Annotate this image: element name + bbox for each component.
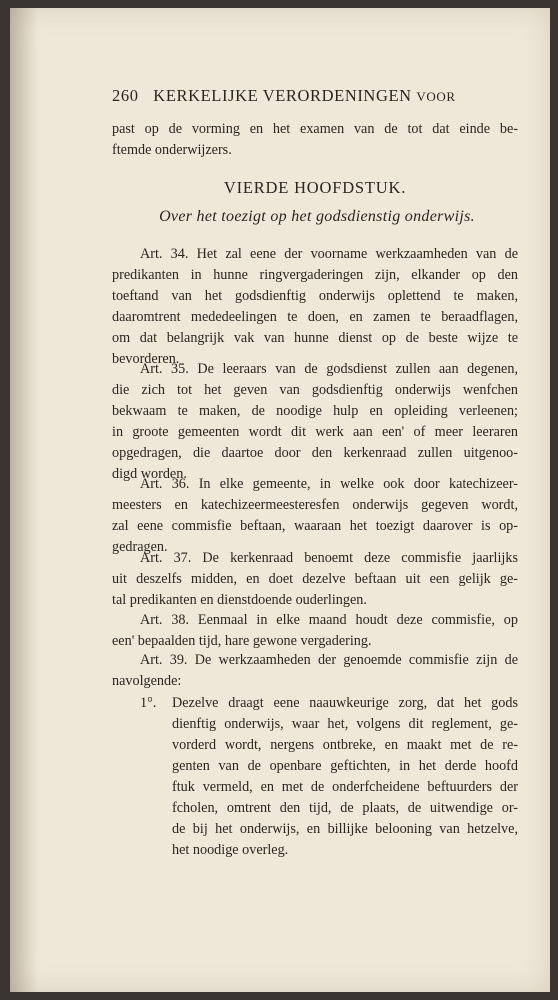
text-line: dienftig onderwijs, waar het, volgens dit reglement, ge- (172, 716, 518, 732)
text-line: Art. 36. In elke gemeente, in welke ook door katechizeer- (140, 476, 518, 492)
text-line: ftuk vermeld, en met de onderfcheidene beftuurders der (172, 779, 518, 795)
text-line: Art. 34. Het zal eene der voorname werkzaamheden van de (140, 246, 518, 262)
article-35 (112, 359, 518, 485)
article-34 (112, 244, 518, 370)
text-line: bekwaam te maken, de noodige hulp en opleiding verleenen; (112, 403, 518, 419)
text-line: digd worden. (112, 466, 187, 482)
text-line: ftemde onderwijzers. (112, 142, 232, 158)
text-line: een' bepaalden tijd, hare gewone vergadering. (112, 633, 372, 649)
article-37 (112, 548, 518, 611)
text-line: predikanten in hunne ringvergaderingen zijn, elkander op den (112, 267, 518, 283)
article-39 (112, 650, 518, 692)
text-line: gedragen. (112, 539, 168, 555)
text-line: daaromtrent mededeelingen te doen, en zamen te beraadflagen, (112, 309, 518, 325)
text-line: Art. 39. De werkzaamheden der genoemde commisfie zijn de (140, 652, 518, 668)
running-header (112, 86, 522, 106)
text-line: om dat belangrijk vak van hunne dienst op de beste wijze te (112, 330, 518, 346)
list-item-1 (112, 693, 518, 861)
text-line: Art. 37. De kerkenraad benoemt deze commisfie jaarlijks (140, 550, 518, 566)
chapter-subtitle: Over het toezigt op het godsdienstig onderwijs. (159, 208, 475, 225)
text-line: fcholen, omtrent den tijd, de plaats, de uitwendige or- (172, 800, 518, 816)
text-line: die zich tot het geven van godsdienftig onderwijs wenfchen (112, 382, 518, 398)
text-line: de bij het onderwijs, en billijke belooning van hetzelve, (172, 821, 518, 837)
text-line: in groote gemeenten wordt dit werk aan een' of meer leeraren (112, 424, 518, 440)
text-line: het noodige overleg. (172, 842, 289, 858)
intro-paragraph (112, 119, 518, 161)
list-item-body (172, 693, 518, 861)
text-line: toeftand van het godsdienftig onderwijs oplettend te maken, (112, 288, 518, 304)
list-item-number: 1°. (140, 695, 157, 711)
text-line: Art. 35. De leeraars van de godsdienst zullen aan degenen, (140, 361, 518, 377)
text-line: genten van de openbare geftichten, in het derde hoofd (172, 758, 518, 774)
page-gutter-shadow (10, 8, 38, 992)
text-line: navolgende: (112, 673, 182, 689)
text-line: past op de vorming en het examen van de tot dat einde be- (112, 121, 518, 137)
text-line: Art. 38. Eenmaal in elke maand houdt deze commisfie, op (140, 612, 518, 628)
text-line: meesters en katechizeermeesteresfen onderwijs gegeven wordt, (112, 497, 518, 513)
text-line: tal predikanten en dienstdoende ouderlingen. (112, 592, 367, 608)
text-line: vorderd wordt, nergens ontbreke, en maakt met de re- (172, 737, 518, 753)
article-38 (112, 610, 518, 652)
text-line: bevorderen. (112, 351, 180, 367)
running-title-small: VOOR (416, 89, 456, 104)
text-line: opgedragen, die daartoe door den kerkenraad zullen uitgenoo- (112, 445, 518, 461)
running-title: KERKELIJKE VERORDENINGEN (153, 86, 412, 105)
text-line: uit deszelfs midden, en doet dezelve beftaan uit een gelijk ge- (112, 571, 518, 587)
article-36 (112, 474, 518, 558)
chapter-title: VIERDE HOOFDSTUK. (223, 178, 407, 197)
text-line: zal eene commisfie beftaan, waaraan het toezigt daarover is op- (112, 518, 518, 534)
page-number: 260 (112, 86, 139, 105)
text-line: Dezelve draagt eene naauwkeurige zorg, dat het gods (172, 695, 518, 711)
